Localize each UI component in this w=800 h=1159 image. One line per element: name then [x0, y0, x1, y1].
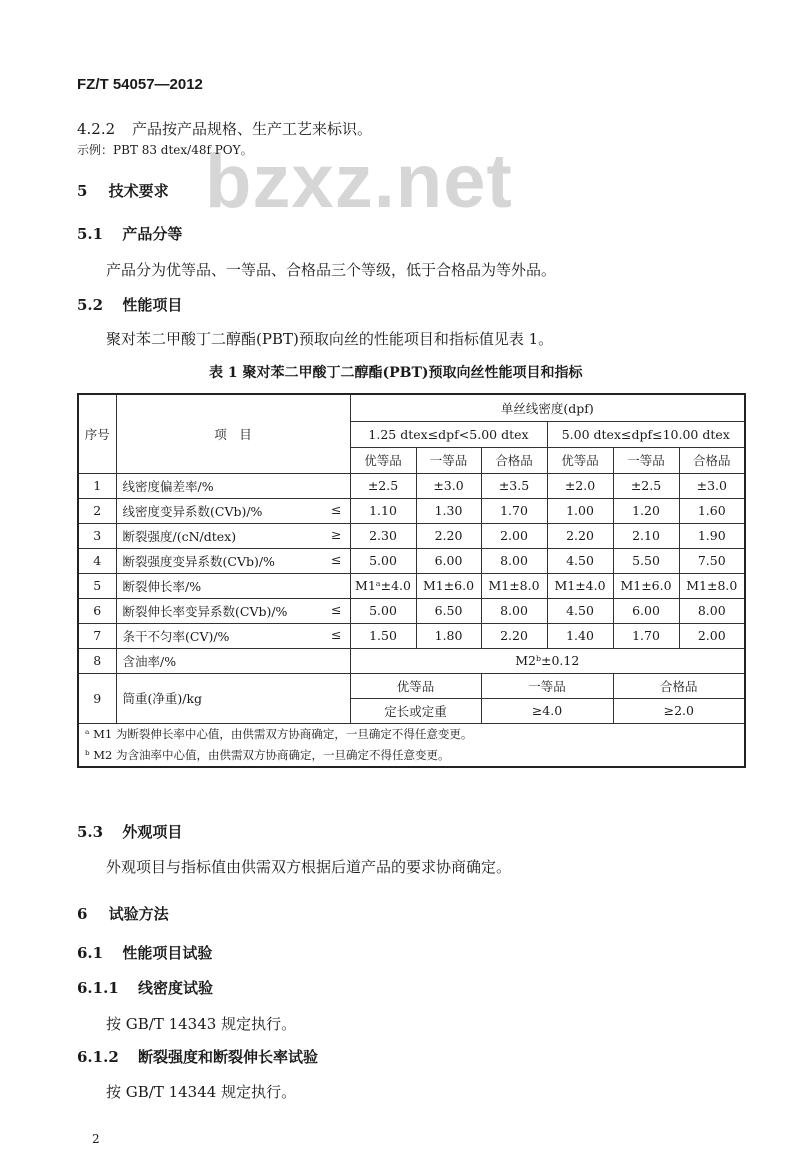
item-label: 条干不匀率(CV)/% — [122, 628, 230, 644]
header-range-1: 1.25 dtex≤dpf<5.00 dtex — [350, 421, 547, 447]
value-cell: 2.20 — [416, 523, 481, 548]
row-number: 9 — [78, 673, 116, 723]
comparison-symbol: ≤ — [331, 551, 342, 567]
table-row — [78, 473, 745, 498]
value-cell: 1.60 — [679, 498, 745, 523]
value-cell: 4.50 — [547, 598, 613, 623]
table-row — [78, 498, 745, 523]
row-item: 筒重(净重)/kg — [116, 673, 350, 723]
table-note: ᵃ M1 为断裂伸长率中心值，由供需双方协商确定，一旦确定不得任意变更。 — [78, 723, 745, 745]
item-label: 线密度变异系数(CVb)/% — [122, 503, 263, 519]
grade-header: 合格品 — [679, 447, 745, 473]
table-row — [78, 548, 745, 573]
table-row — [78, 673, 745, 698]
table-row — [78, 573, 745, 598]
section-number: 6 — [77, 905, 88, 923]
section-6-heading — [77, 903, 169, 924]
section-number: 5.1 — [77, 225, 104, 243]
document-header: FZ/T 54057—2012 — [77, 76, 203, 93]
value-cell: 1.70 — [481, 498, 547, 523]
grade-header: 合格品 — [613, 673, 745, 698]
section-title: 技术要求 — [108, 182, 169, 200]
section-number: 5.2 — [77, 296, 104, 314]
clause-4-2-2 — [77, 118, 372, 139]
value-cell: 8.00 — [481, 598, 547, 623]
section-title: 性能项目试验 — [122, 944, 213, 962]
section-number: 6.1.2 — [77, 1048, 119, 1066]
clause-text: 产品按产品规格、生产工艺来标识。 — [131, 120, 372, 138]
value-cell: M1ᵃ±4.0 — [350, 573, 416, 598]
section-6-1-heading — [77, 942, 212, 963]
section-5-3-text: 外观项目与指标值由供需双方根据后道产品的要求协商确定。 — [106, 858, 512, 876]
section-5-1-heading — [77, 223, 182, 244]
row-number: 8 — [78, 648, 116, 673]
row-item — [116, 523, 350, 548]
value-cell: 1.40 — [547, 623, 613, 648]
value-cell: ±3.0 — [679, 473, 745, 498]
value-cell: 1.00 — [547, 498, 613, 523]
item-label: 断裂伸长率/% — [122, 578, 202, 594]
value-cell: 8.00 — [481, 548, 547, 573]
item-label: 断裂伸长率变异系数(CVb)/% — [122, 603, 288, 619]
value-cell: 2.20 — [547, 523, 613, 548]
value-cell: M1±6.0 — [416, 573, 481, 598]
value-cell: 2.10 — [613, 523, 679, 548]
value-cell: ±2.5 — [613, 473, 679, 498]
section-5-2-text: 聚对苯二甲酸丁二醇酯(PBT)预取向丝的性能项目和指标值见表 1。 — [106, 330, 554, 348]
page-number: 2 — [92, 1132, 100, 1146]
value-cell: ≥4.0 — [481, 698, 613, 723]
comparison-symbol: ≤ — [331, 601, 342, 617]
section-number: 6.1.1 — [77, 979, 119, 997]
row-item — [116, 548, 350, 573]
value-cell: 2.00 — [481, 523, 547, 548]
section-title: 断裂强度和断裂伸长率试验 — [138, 1048, 319, 1066]
value-cell: M2ᵇ±0.12 — [350, 648, 745, 673]
value-cell: ±3.5 — [481, 473, 547, 498]
value-cell: 5.00 — [350, 548, 416, 573]
value-cell: 6.50 — [416, 598, 481, 623]
row-number: 1 — [78, 473, 116, 498]
grade-header: 合格品 — [481, 447, 547, 473]
row-number: 3 — [78, 523, 116, 548]
header-no: 序号 — [78, 394, 116, 473]
comparison-symbol: ≤ — [331, 626, 342, 642]
row-number: 4 — [78, 548, 116, 573]
value-cell: ≥2.0 — [613, 698, 745, 723]
row-number: 5 — [78, 573, 116, 598]
row-item — [116, 623, 350, 648]
section-6-1-1-text: 按 GB/T 14343 规定执行。 — [106, 1015, 297, 1033]
row-number: 2 — [78, 498, 116, 523]
table-row — [78, 598, 745, 623]
section-title: 性能项目 — [122, 296, 183, 314]
value-cell: 2.30 — [350, 523, 416, 548]
value-cell: 6.00 — [416, 548, 481, 573]
value-cell: 定长或定重 — [350, 698, 481, 723]
value-cell: M1±8.0 — [679, 573, 745, 598]
comparison-symbol: ≤ — [331, 501, 342, 517]
clause-number: 4.2.2 — [77, 120, 116, 138]
section-number: 5 — [77, 182, 88, 200]
section-5-heading — [77, 180, 169, 201]
row-number: 7 — [78, 623, 116, 648]
value-cell: 5.50 — [613, 548, 679, 573]
header-range-2: 5.00 dtex≤dpf≤10.00 dtex — [547, 421, 745, 447]
header-item: 项 目 — [116, 394, 350, 473]
value-cell: ±2.0 — [547, 473, 613, 498]
value-cell: 1.70 — [613, 623, 679, 648]
value-cell: M1±6.0 — [613, 573, 679, 598]
row-item — [116, 573, 350, 598]
row-item: 含油率/% — [116, 648, 350, 673]
comparison-symbol: ≥ — [331, 526, 342, 542]
item-label: 断裂强度/(cN/dtex) — [122, 528, 237, 544]
section-number: 6.1 — [77, 944, 104, 962]
watermark: bzxz.net — [205, 139, 513, 224]
value-cell: 1.80 — [416, 623, 481, 648]
value-cell: 1.90 — [679, 523, 745, 548]
value-cell: 1.50 — [350, 623, 416, 648]
table-row — [78, 648, 745, 673]
section-5-3-heading — [77, 821, 182, 842]
value-cell: 8.00 — [679, 598, 745, 623]
grade-header: 一等品 — [613, 447, 679, 473]
section-6-1-2-heading — [77, 1046, 318, 1067]
value-cell: 7.50 — [679, 548, 745, 573]
example-text: 示例：PBT 83 dtex/48f POY。 — [77, 143, 253, 157]
value-cell: 1.20 — [613, 498, 679, 523]
grade-header: 优等品 — [350, 447, 416, 473]
section-number: 5.3 — [77, 823, 104, 841]
value-cell: 4.50 — [547, 548, 613, 573]
value-cell: 6.00 — [613, 598, 679, 623]
grade-header: 优等品 — [350, 673, 481, 698]
value-cell: M1±4.0 — [547, 573, 613, 598]
item-label: 断裂强度变异系数(CVb)/% — [122, 553, 275, 569]
section-5-1-text: 产品分为优等品、一等品、合格品三个等级，低于合格品为等外品。 — [106, 261, 557, 279]
value-cell: 1.30 — [416, 498, 481, 523]
section-title: 产品分等 — [122, 225, 183, 243]
row-item — [116, 598, 350, 623]
grade-header: 一等品 — [416, 447, 481, 473]
row-item — [116, 473, 350, 498]
table-row — [78, 623, 745, 648]
grade-header: 一等品 — [481, 673, 613, 698]
row-number: 6 — [78, 598, 116, 623]
table-caption: 表 1 聚对苯二甲酸丁二醇酯(PBT)预取向丝性能项目和指标 — [209, 365, 583, 381]
value-cell: 1.10 — [350, 498, 416, 523]
section-6-1-2-text: 按 GB/T 14344 规定执行。 — [106, 1083, 297, 1101]
item-label: 线密度偏差率/% — [122, 478, 214, 494]
table-note: ᵇ M2 为含油率中心值，由供需双方协商确定，一旦确定不得任意变更。 — [85, 748, 450, 762]
section-6-1-1-heading — [77, 977, 213, 998]
section-title: 外观项目 — [122, 823, 183, 841]
section-title: 试验方法 — [108, 905, 169, 923]
grade-header: 优等品 — [547, 447, 613, 473]
performance-table — [77, 393, 746, 768]
value-cell: 2.00 — [679, 623, 745, 648]
value-cell: ±2.5 — [350, 473, 416, 498]
header-dpf: 单丝线密度(dpf) — [350, 394, 745, 421]
value-cell: 2.20 — [481, 623, 547, 648]
value-cell: 5.00 — [350, 598, 416, 623]
row-item — [116, 498, 350, 523]
section-title: 线密度试验 — [138, 979, 214, 997]
value-cell: ±3.0 — [416, 473, 481, 498]
section-5-2-heading — [77, 294, 182, 315]
table-row — [78, 523, 745, 548]
value-cell: M1±8.0 — [481, 573, 547, 598]
